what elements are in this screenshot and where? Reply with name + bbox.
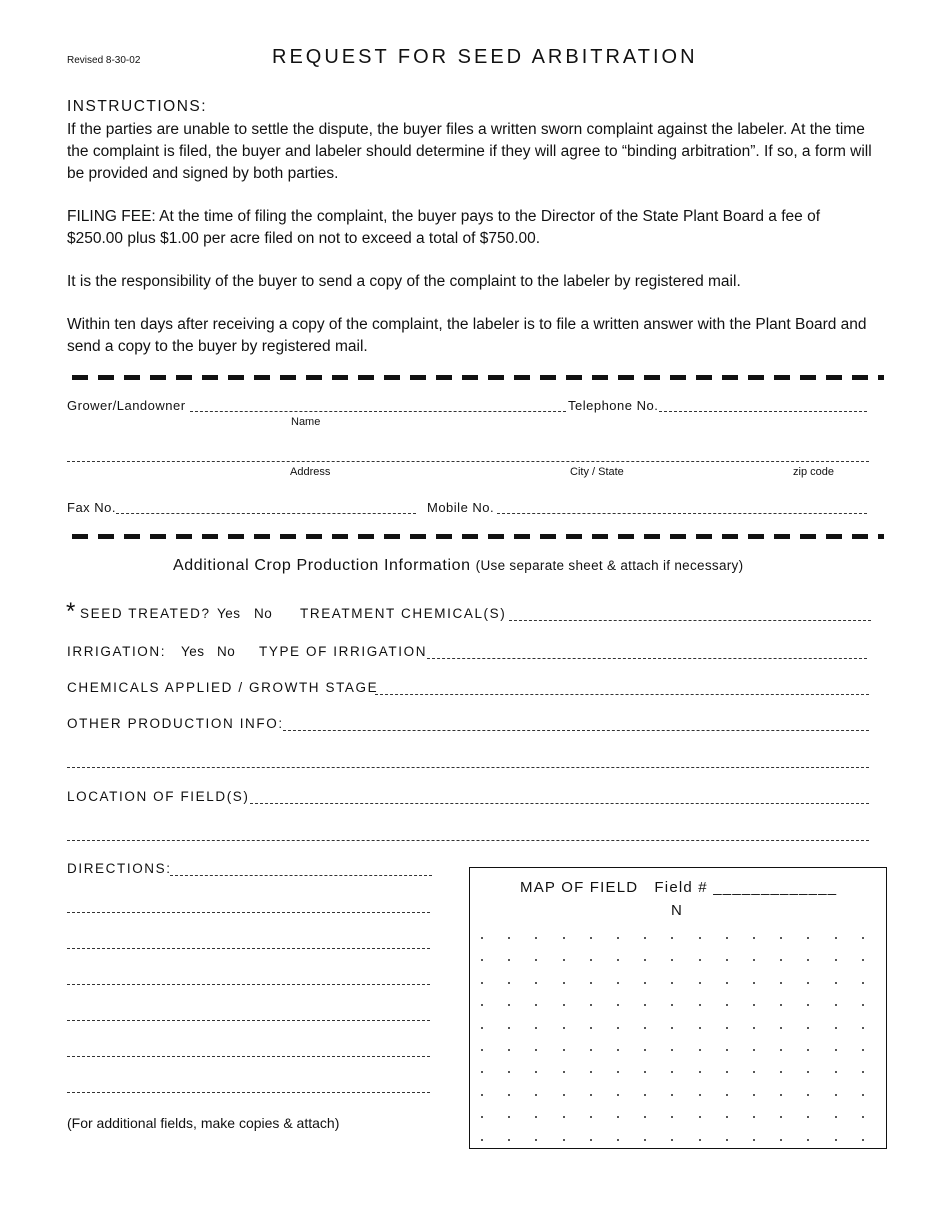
- map-grid-dot: [535, 1071, 537, 1073]
- map-grid-dot: [508, 959, 510, 961]
- map-grid-dot: [590, 1004, 592, 1006]
- map-grid-dot: [862, 1094, 864, 1096]
- asterisk: *: [66, 598, 76, 625]
- map-grid-dot: [644, 1139, 646, 1141]
- map-grid-dot: [644, 1027, 646, 1029]
- map-grid-dot: [508, 1116, 510, 1118]
- map-grid-dot: [835, 1049, 837, 1051]
- map-grid-dot: [644, 937, 646, 939]
- map-grid-dot: [726, 1027, 728, 1029]
- chemicals-applied-field[interactable]: [375, 694, 869, 695]
- map-grid-dot: [780, 1004, 782, 1006]
- treatment-chemical-label: TREATMENT CHEMICAL(S): [300, 606, 507, 621]
- map-grid-dot: [617, 1071, 619, 1073]
- map-grid-dot: [753, 1004, 755, 1006]
- irrigation-no[interactable]: No: [217, 644, 236, 659]
- telephone-field[interactable]: [659, 411, 867, 412]
- section-divider: [72, 375, 884, 380]
- map-grid-dot: [699, 959, 701, 961]
- directions-field-line[interactable]: [67, 948, 430, 949]
- map-grid-dot: [481, 1049, 483, 1051]
- map-title: [520, 879, 837, 896]
- map-grid-dot: [535, 1004, 537, 1006]
- map-grid-dot: [481, 937, 483, 939]
- map-grid-dot: [590, 1139, 592, 1141]
- map-grid-dot: [481, 1094, 483, 1096]
- map-grid-dot: [671, 1071, 673, 1073]
- map-grid-dot: [780, 959, 782, 961]
- map-grid-dot: [535, 937, 537, 939]
- map-grid-dot: [780, 1027, 782, 1029]
- map-grid-dot: [753, 1116, 755, 1118]
- grower-name-field[interactable]: [190, 411, 566, 412]
- map-grid-dot: [508, 982, 510, 984]
- map-grid-dot: [535, 1049, 537, 1051]
- page-title: REQUEST FOR SEED ARBITRATION: [272, 46, 698, 68]
- other-info-label: OTHER PRODUCTION INFO:: [67, 716, 284, 731]
- map-grid-dot: [644, 1071, 646, 1073]
- seed-treated-yes[interactable]: Yes: [217, 606, 241, 621]
- map-grid-dot: [699, 1027, 701, 1029]
- directions-field-line[interactable]: [67, 984, 430, 985]
- map-grid-dot: [508, 1071, 510, 1073]
- map-grid-dot: [807, 1027, 809, 1029]
- map-grid-dot: [508, 1049, 510, 1051]
- map-grid-dot: [753, 1139, 755, 1141]
- directions-field-line[interactable]: [67, 1056, 430, 1057]
- map-grid-dot: [590, 1071, 592, 1073]
- map-grid-dot: [726, 959, 728, 961]
- map-grid-dot: [481, 982, 483, 984]
- revision-date: Revised 8-30-02: [67, 55, 141, 66]
- map-grid-dot: [835, 937, 837, 939]
- map-grid-dot: [617, 937, 619, 939]
- map-grid-dot: [835, 1094, 837, 1096]
- map-grid-dot: [726, 1004, 728, 1006]
- grower-label: Grower/Landowner: [67, 398, 186, 413]
- map-grid-dot: [699, 1004, 701, 1006]
- other-info-field-line-2[interactable]: [67, 767, 869, 768]
- map-grid-dot: [508, 937, 510, 939]
- map-grid-dot: [862, 937, 864, 939]
- map-grid-dot: [726, 1116, 728, 1118]
- map-grid-dot: [726, 937, 728, 939]
- map-grid-dot: [835, 1071, 837, 1073]
- map-grid-dot: [835, 959, 837, 961]
- map-grid-dot: [508, 1139, 510, 1141]
- address-field[interactable]: [67, 461, 869, 462]
- crop-info-note: (Use separate sheet & attach if necessary): [475, 558, 744, 573]
- map-grid-dot: [780, 982, 782, 984]
- instructions-heading: INSTRUCTIONS:: [67, 98, 208, 115]
- map-grid-dot: [644, 1116, 646, 1118]
- map-grid-dot: [671, 1049, 673, 1051]
- map-grid-dot: [563, 959, 565, 961]
- treatment-chemical-field[interactable]: [509, 620, 871, 621]
- map-grid-dot: [835, 1139, 837, 1141]
- map-grid-dot: [807, 959, 809, 961]
- field-number-label: Field #: [654, 879, 708, 896]
- map-grid-dot: [481, 959, 483, 961]
- map-grid-dot: [699, 1094, 701, 1096]
- map-grid-dot: [807, 1094, 809, 1096]
- map-grid-dot: [508, 1094, 510, 1096]
- map-grid-dot: [753, 1094, 755, 1096]
- map-grid-dot: [644, 1094, 646, 1096]
- map-grid-dot: [671, 1094, 673, 1096]
- seed-treated-no[interactable]: No: [254, 606, 273, 621]
- telephone-label: Telephone No.: [568, 398, 659, 413]
- mobile-label: Mobile No.: [427, 500, 495, 515]
- map-grid-dot: [753, 1071, 755, 1073]
- map-grid-dot: [563, 1049, 565, 1051]
- map-grid-dot: [699, 1071, 701, 1073]
- seed-treated-label: SEED TREATED?: [80, 606, 211, 621]
- map-grid-dot: [671, 1004, 673, 1006]
- mobile-field[interactable]: [497, 513, 867, 514]
- map-grid-dot: [481, 1027, 483, 1029]
- map-grid-dot: [671, 982, 673, 984]
- name-caption: Name: [291, 416, 321, 428]
- map-grid-dot: [617, 982, 619, 984]
- location-label: LOCATION OF FIELD(S): [67, 789, 250, 804]
- map-grid-dot: [535, 1139, 537, 1141]
- map-grid-dot: [780, 1094, 782, 1096]
- map-grid-dot: [563, 1004, 565, 1006]
- map-grid-dot: [590, 1094, 592, 1096]
- map-grid-dot: [535, 1027, 537, 1029]
- map-grid-dot: [726, 1049, 728, 1051]
- map-grid-dot: [617, 1004, 619, 1006]
- address-caption: Address: [290, 466, 331, 478]
- map-grid-dot: [481, 1071, 483, 1073]
- map-grid-dot: [563, 1027, 565, 1029]
- map-grid-dot: [535, 1116, 537, 1118]
- map-grid-dot: [617, 1116, 619, 1118]
- map-grid-dot: [508, 1027, 510, 1029]
- map-grid-dot: [671, 1027, 673, 1029]
- fax-field[interactable]: [116, 513, 416, 514]
- map-grid-dot: [780, 937, 782, 939]
- irrigation-yes[interactable]: Yes: [181, 644, 205, 659]
- map-grid-dot: [699, 982, 701, 984]
- north-indicator: N: [671, 902, 682, 919]
- map-grid-dot: [753, 1027, 755, 1029]
- map-grid-dot: [807, 937, 809, 939]
- map-grid-dot: [508, 1004, 510, 1006]
- map-grid-dot: [644, 1004, 646, 1006]
- map-grid-dot: [481, 1139, 483, 1141]
- map-grid-dot: [753, 982, 755, 984]
- map-grid-dot: [835, 1116, 837, 1118]
- map-grid-dot: [590, 1027, 592, 1029]
- map-grid-dot: [617, 1049, 619, 1051]
- answer-paragraph: Within ten days after receiving a copy of the complaint, the labeler is to file a written answer with the Plant Board and send a copy to the buyer by registered mail.: [67, 316, 867, 355]
- map-grid-dot: [726, 1094, 728, 1096]
- map-grid-dot: [590, 1049, 592, 1051]
- map-grid-dot: [862, 1071, 864, 1073]
- irrigation-label: IRRIGATION:: [67, 644, 167, 659]
- map-grid-dot: [481, 1004, 483, 1006]
- map-grid-dot: [807, 1049, 809, 1051]
- map-grid-dot: [780, 1116, 782, 1118]
- map-grid-dot: [535, 959, 537, 961]
- map-grid-dot: [535, 1094, 537, 1096]
- map-grid-dot: [644, 982, 646, 984]
- directions-field-line[interactable]: [67, 1020, 430, 1021]
- additional-fields-note: (For additional fields, make copies & attach): [67, 1115, 340, 1131]
- map-grid-dot: [835, 982, 837, 984]
- map-grid-dot: [807, 982, 809, 984]
- location-field-line-2[interactable]: [67, 840, 869, 841]
- map-grid-dot: [671, 1139, 673, 1141]
- map-grid-dot: [563, 982, 565, 984]
- map-grid-dot: [671, 959, 673, 961]
- map-grid-dot: [535, 982, 537, 984]
- map-grid-dot: [726, 982, 728, 984]
- location-field[interactable]: [250, 803, 869, 804]
- other-info-field[interactable]: [283, 730, 869, 731]
- map-grid-dot: [590, 1116, 592, 1118]
- directions-field[interactable]: [170, 875, 432, 876]
- map-grid-dot: [590, 959, 592, 961]
- map-grid-dot: [563, 1071, 565, 1073]
- map-title-text: MAP OF FIELD: [520, 879, 639, 896]
- map-grid-dot: [563, 937, 565, 939]
- map-grid-dot: [590, 982, 592, 984]
- map-grid-dot: [753, 937, 755, 939]
- type-irrigation-label: TYPE OF IRRIGATION: [259, 644, 428, 659]
- crop-info-title: Additional Crop Production Information: [173, 557, 471, 574]
- map-grid-dot: [780, 1139, 782, 1141]
- map-grid-dot: [780, 1049, 782, 1051]
- map-grid-dot: [862, 959, 864, 961]
- map-grid-dot: [563, 1116, 565, 1118]
- filing-fee-paragraph: FILING FEE: At the time of filing the complaint, the buyer pays to the Director of the State Plant Board a fee of $250.00 plus $1.00 per acre filed on not to exceed a total of $750.00.: [67, 208, 820, 247]
- map-grid-dot: [807, 1139, 809, 1141]
- map-grid-dot: [644, 959, 646, 961]
- type-irrigation-field[interactable]: [427, 658, 867, 659]
- map-grid-dot: [590, 937, 592, 939]
- directions-label: DIRECTIONS:: [67, 861, 172, 876]
- city-state-caption: City / State: [570, 466, 624, 478]
- map-grid-dot: [699, 1116, 701, 1118]
- map-grid-dot: [862, 982, 864, 984]
- fax-label: Fax No.: [67, 500, 117, 515]
- map-grid-dot: [835, 1004, 837, 1006]
- map-grid-dot: [807, 1004, 809, 1006]
- map-grid-dot: [617, 1094, 619, 1096]
- map-grid-dot: [617, 1027, 619, 1029]
- map-grid-dot: [862, 1049, 864, 1051]
- directions-field-line[interactable]: [67, 1092, 430, 1093]
- responsibility-paragraph: It is the responsibility of the buyer to send a copy of the complaint to the labeler by registered mail.: [67, 273, 741, 290]
- map-grid-dot: [563, 1094, 565, 1096]
- map-grid-dot: [753, 959, 755, 961]
- map-grid-dot: [617, 959, 619, 961]
- map-grid-dot: [807, 1071, 809, 1073]
- map-grid-dot: [862, 1139, 864, 1141]
- map-grid-dot: [753, 1049, 755, 1051]
- map-grid-dot: [617, 1139, 619, 1141]
- map-grid-dot: [671, 1116, 673, 1118]
- map-grid-dot: [780, 1071, 782, 1073]
- field-number-field[interactable]: _____________: [713, 879, 838, 896]
- map-grid-dot: [699, 1049, 701, 1051]
- map-grid-dot: [862, 1116, 864, 1118]
- map-grid-dot: [807, 1116, 809, 1118]
- instructions-paragraph-1: If the parties are unable to settle the dispute, the buyer files a written sworn complaint against the labeler. At the time the complaint is filed, the buyer and labeler should determine if they will agree to “binding arbitration”. If so, a form will be provided and signed by both parties.: [67, 121, 872, 182]
- map-grid-dot: [862, 1027, 864, 1029]
- map-grid-dot: [671, 937, 673, 939]
- map-grid-dot: [644, 1049, 646, 1051]
- zip-caption: zip code: [793, 466, 834, 478]
- map-grid-dot: [563, 1139, 565, 1141]
- map-grid-dot: [481, 1116, 483, 1118]
- map-grid-dot: [726, 1071, 728, 1073]
- crop-info-heading: [173, 557, 743, 575]
- map-grid-dot: [862, 1004, 864, 1006]
- map-grid-dot: [699, 937, 701, 939]
- map-grid-dot: [726, 1139, 728, 1141]
- map-grid-dot: [699, 1139, 701, 1141]
- directions-field-line[interactable]: [67, 912, 430, 913]
- map-grid-dot: [835, 1027, 837, 1029]
- chemicals-applied-label: CHEMICALS APPLIED / GROWTH STAGE: [67, 680, 379, 695]
- section-divider: [72, 534, 884, 539]
